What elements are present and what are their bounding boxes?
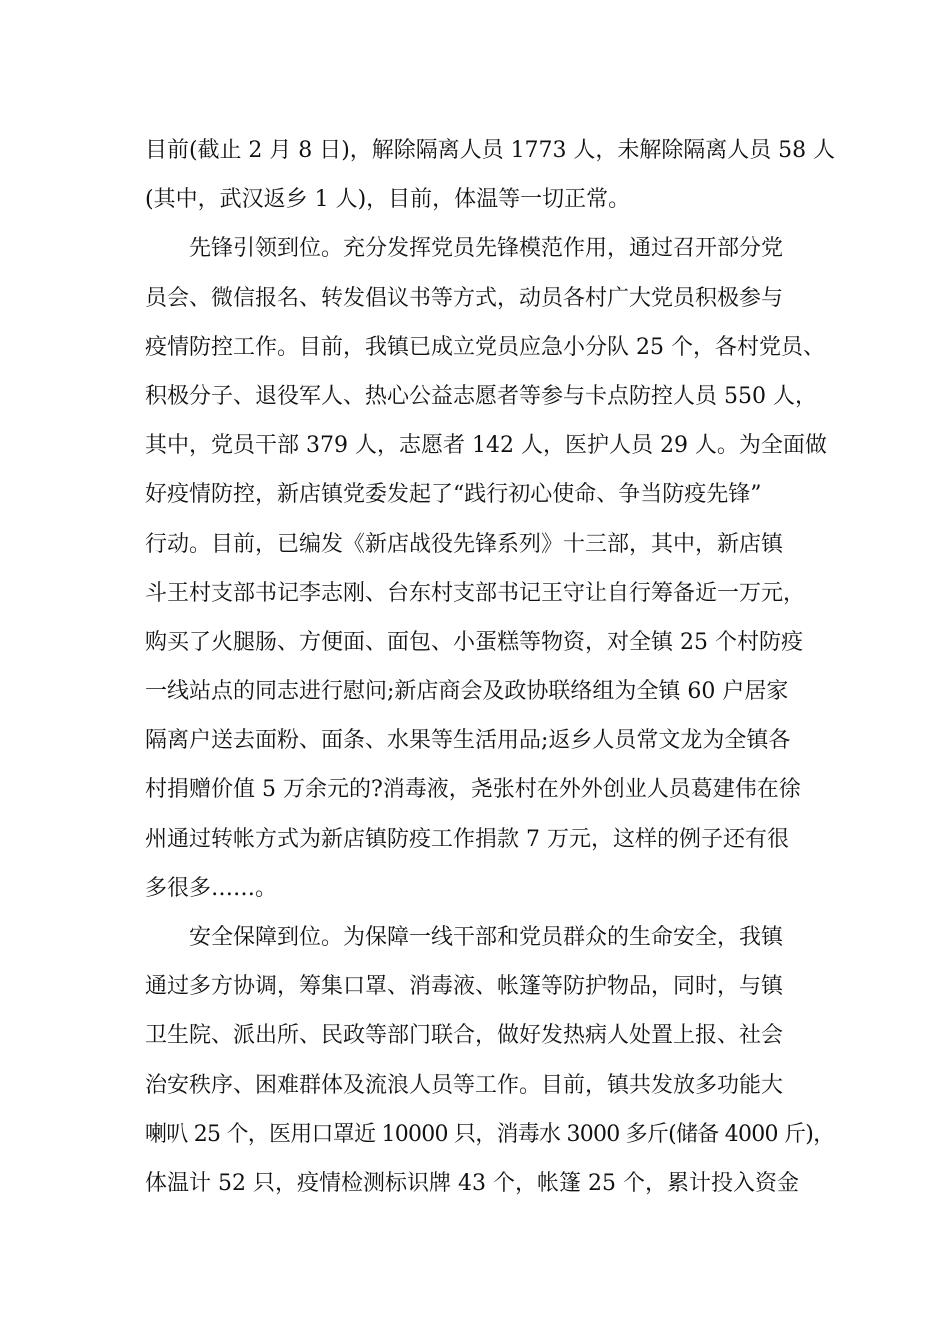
text-line: 村捐赠价值 5 万余元的?消毒液，尧张村在外外创业人员葛建伟在徐 (145, 777, 801, 803)
body-text (145, 126, 835, 1208)
text-line: 好疫情防控，新店镇党委发起了“践行初心使命、争当防疫先锋” (145, 482, 762, 508)
text-line: 卫生院、派出所、民政等部门联合，做好发热病人处置上报、社会 (145, 1023, 784, 1049)
text-line: 其中，党员干部 379 人，志愿者 142 人，医护人员 29 人。为全面做 (145, 433, 827, 459)
text-line: 员会、微信报名、转发倡议书等方式，动员各村广大党员积极参与 (145, 285, 784, 311)
text-line: 多很多……。 (145, 875, 278, 901)
text-line: (其中，武汉返乡 1 人)，目前，体温等一切正常。 (145, 187, 631, 213)
text-line: 积极分子、退役军人、热心公益志愿者等参与卡点防控人员 550 人， (145, 383, 817, 409)
text-line: 州通过转帐方式为新店镇防疫工作捐款 7 万元，这样的例子还有很 (145, 826, 789, 852)
text-line: 一线站点的同志进行慰问;新店商会及政协联络组为全镇 60 户居家 (145, 679, 789, 705)
text-line: 喇叭 25 个，医用口罩近 10000 只，消毒水 3000 多斤(储备 4000 斤)， (145, 1121, 835, 1147)
text-line: 行动。目前，已编发《新店战役先锋系列》十三部，其中，新店镇 (145, 531, 784, 557)
paragraph-first-line: 安全保障到位。为保障一线干部和党员群众的生命安全，我镇 (189, 925, 784, 950)
text-line: 购买了火腿肠、方便面、面包、小蛋糕等物资，对全镇 25 个村防疫 (145, 629, 803, 655)
text-line: 隔离户送去面粉、面条、水果等生活用品;返乡人员常文龙为全镇各 (145, 728, 791, 754)
text-line: 疫情防控工作。目前，我镇已成立党员应急小分队 25 个，各村党员、 (145, 334, 825, 360)
text-line: 通过多方协调，筹集口罩、消毒液、帐篷等防护物品，同时，与镇 (145, 974, 784, 1000)
text-line: 斗王村支部书记李志刚、台东村支部书记王守让自行筹备近一万元， (145, 580, 806, 606)
paragraph-first-line: 先锋引领到位。充分发挥党员先锋模范作用，通过召开部分党 (189, 236, 784, 262)
text-line: 体温计 52 只，疫情检测标识牌 43 个，帐篷 25 个，累计投入资金 (145, 1170, 799, 1196)
text-line: 目前(截止 2 月 8 日)，解除隔离人员 1773 人，未解除隔离人员 58 人 (145, 138, 836, 163)
text-line: 治安秩序、困难群体及流浪人员等工作。目前，镇共发放多功能大 (145, 1072, 784, 1098)
